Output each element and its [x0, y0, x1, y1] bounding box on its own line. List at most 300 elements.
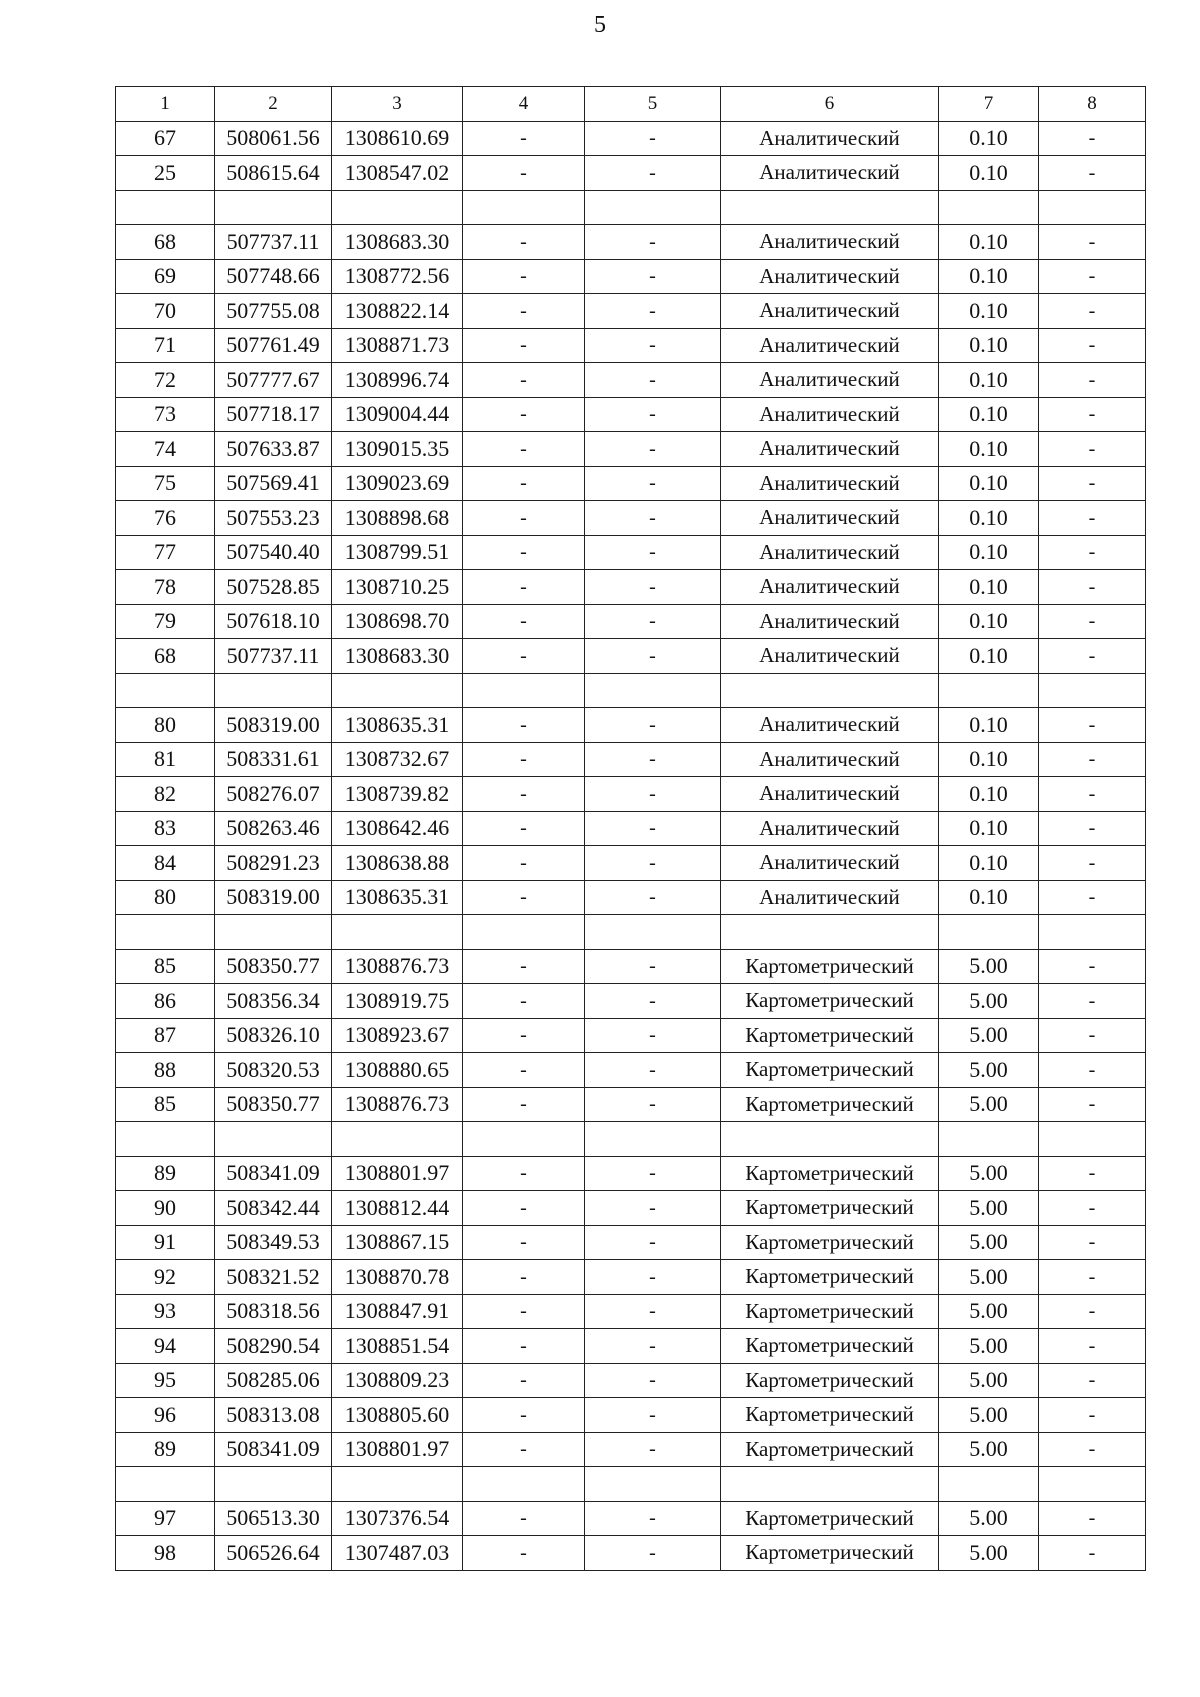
x-coordinate-cell: 508331.61 [215, 742, 332, 777]
accuracy-cell [939, 915, 1039, 950]
x-coordinate-cell [215, 1467, 332, 1502]
col-5-cell: - [585, 1018, 721, 1053]
col-8-cell: - [1039, 1501, 1146, 1536]
point-number-cell: 67 [116, 121, 215, 156]
accuracy-cell: 5.00 [939, 984, 1039, 1019]
col-5-cell: - [585, 156, 721, 191]
col-8-cell: - [1039, 1191, 1146, 1226]
accuracy-cell: 0.10 [939, 294, 1039, 329]
col-4-cell: - [463, 1294, 585, 1329]
x-coordinate-cell: 507569.41 [215, 466, 332, 501]
separator-row [116, 673, 1146, 708]
col-8-cell: - [1039, 1294, 1146, 1329]
col-5-cell: - [585, 397, 721, 432]
accuracy-cell [939, 1122, 1039, 1157]
col-5-cell: - [585, 1087, 721, 1122]
method-cell: Картометрический [721, 949, 939, 984]
x-coordinate-cell: 507737.11 [215, 225, 332, 260]
accuracy-cell: 5.00 [939, 1536, 1039, 1571]
col-4-cell: - [463, 397, 585, 432]
col-8-cell: - [1039, 1398, 1146, 1433]
col-8-cell: - [1039, 501, 1146, 536]
col-5-cell: - [585, 1329, 721, 1364]
x-coordinate-cell: 508319.00 [215, 880, 332, 915]
header-row [116, 87, 1146, 122]
col-4-cell: - [463, 880, 585, 915]
y-coordinate-cell: 1308635.31 [332, 708, 463, 743]
col-5-cell: - [585, 1191, 721, 1226]
method-cell: Аналитический [721, 466, 939, 501]
col-8-cell: - [1039, 1536, 1146, 1571]
table-row [116, 397, 1146, 432]
y-coordinate-cell: 1308683.30 [332, 225, 463, 260]
col-4-cell [463, 190, 585, 225]
point-number-cell: 25 [116, 156, 215, 191]
accuracy-cell: 0.10 [939, 742, 1039, 777]
x-coordinate-cell: 508341.09 [215, 1432, 332, 1467]
col-5-cell: - [585, 121, 721, 156]
col-8-cell: - [1039, 1053, 1146, 1088]
col-4-cell: - [463, 328, 585, 363]
x-coordinate-cell: 507718.17 [215, 397, 332, 432]
col-4-cell: - [463, 1191, 585, 1226]
x-coordinate-cell: 508061.56 [215, 121, 332, 156]
accuracy-cell: 5.00 [939, 1501, 1039, 1536]
point-number-cell: 68 [116, 639, 215, 674]
point-number-cell: 80 [116, 708, 215, 743]
accuracy-cell: 5.00 [939, 1294, 1039, 1329]
col-5-cell: - [585, 639, 721, 674]
col-4-cell: - [463, 846, 585, 881]
x-coordinate-cell: 508291.23 [215, 846, 332, 881]
col-4-cell: - [463, 259, 585, 294]
point-number-cell: 83 [116, 811, 215, 846]
accuracy-cell: 0.10 [939, 501, 1039, 536]
point-number-cell: 94 [116, 1329, 215, 1364]
col-8-cell: - [1039, 639, 1146, 674]
col-4-cell: - [463, 1329, 585, 1364]
point-number-cell: 70 [116, 294, 215, 329]
col-8-cell [1039, 190, 1146, 225]
point-number-cell [116, 673, 215, 708]
table-row [116, 1398, 1146, 1433]
point-number-cell: 72 [116, 363, 215, 398]
table-row [116, 294, 1146, 329]
col-5-cell: - [585, 1501, 721, 1536]
table-row [116, 1018, 1146, 1053]
method-cell: Аналитический [721, 846, 939, 881]
col-5-cell [585, 673, 721, 708]
point-number-cell: 85 [116, 1087, 215, 1122]
y-coordinate-cell: 1308851.54 [332, 1329, 463, 1364]
col-4-cell: - [463, 501, 585, 536]
accuracy-cell [939, 673, 1039, 708]
separator-row [116, 915, 1146, 950]
y-coordinate-cell: 1308739.82 [332, 777, 463, 812]
x-coordinate-cell: 508350.77 [215, 1087, 332, 1122]
method-cell: Аналитический [721, 225, 939, 260]
col-8-cell: - [1039, 1156, 1146, 1191]
method-cell: Аналитический [721, 880, 939, 915]
accuracy-cell: 0.10 [939, 639, 1039, 674]
point-number-cell: 85 [116, 949, 215, 984]
column-header: 8 [1039, 87, 1146, 122]
col-8-cell: - [1039, 777, 1146, 812]
point-number-cell: 80 [116, 880, 215, 915]
col-4-cell [463, 1467, 585, 1502]
table-row [116, 1087, 1146, 1122]
x-coordinate-cell: 508342.44 [215, 1191, 332, 1226]
col-5-cell: - [585, 1260, 721, 1295]
col-4-cell: - [463, 984, 585, 1019]
x-coordinate-cell: 508318.56 [215, 1294, 332, 1329]
y-coordinate-cell: 1308919.75 [332, 984, 463, 1019]
col-4-cell: - [463, 708, 585, 743]
method-cell: Аналитический [721, 363, 939, 398]
col-4-cell: - [463, 1156, 585, 1191]
col-4-cell: - [463, 535, 585, 570]
y-coordinate-cell: 1308876.73 [332, 949, 463, 984]
col-4-cell: - [463, 742, 585, 777]
point-number-cell: 96 [116, 1398, 215, 1433]
point-number-cell: 77 [116, 535, 215, 570]
col-4-cell: - [463, 1363, 585, 1398]
method-cell: Картометрический [721, 1501, 939, 1536]
col-5-cell: - [585, 432, 721, 467]
point-number-cell [116, 1122, 215, 1157]
accuracy-cell: 0.10 [939, 811, 1039, 846]
accuracy-cell: 5.00 [939, 1398, 1039, 1433]
table-row [116, 880, 1146, 915]
point-number-cell: 88 [116, 1053, 215, 1088]
y-coordinate-cell: 1308710.25 [332, 570, 463, 605]
x-coordinate-cell: 507528.85 [215, 570, 332, 605]
table-row [116, 777, 1146, 812]
method-cell: Картометрический [721, 1225, 939, 1260]
table-row [116, 949, 1146, 984]
col-4-cell: - [463, 1225, 585, 1260]
x-coordinate-cell: 507540.40 [215, 535, 332, 570]
accuracy-cell: 0.10 [939, 363, 1039, 398]
col-4-cell: - [463, 1260, 585, 1295]
method-cell: Картометрический [721, 1536, 939, 1571]
point-number-cell: 90 [116, 1191, 215, 1226]
x-coordinate-cell: 508313.08 [215, 1398, 332, 1433]
method-cell [721, 1467, 939, 1502]
table-row [116, 535, 1146, 570]
method-cell: Аналитический [721, 156, 939, 191]
x-coordinate-cell: 508290.54 [215, 1329, 332, 1364]
y-coordinate-cell: 1308801.97 [332, 1432, 463, 1467]
accuracy-cell: 0.10 [939, 328, 1039, 363]
table-row [116, 328, 1146, 363]
x-coordinate-cell [215, 190, 332, 225]
col-8-cell: - [1039, 156, 1146, 191]
point-number-cell: 93 [116, 1294, 215, 1329]
method-cell: Аналитический [721, 604, 939, 639]
col-4-cell: - [463, 121, 585, 156]
accuracy-cell: 0.10 [939, 259, 1039, 294]
method-cell: Картометрический [721, 1053, 939, 1088]
y-coordinate-cell: 1308847.91 [332, 1294, 463, 1329]
method-cell: Аналитический [721, 708, 939, 743]
method-cell: Аналитический [721, 432, 939, 467]
col-8-cell: - [1039, 811, 1146, 846]
col-8-cell [1039, 1122, 1146, 1157]
col-5-cell: - [585, 949, 721, 984]
method-cell: Картометрический [721, 1156, 939, 1191]
method-cell [721, 915, 939, 950]
point-number-cell: 69 [116, 259, 215, 294]
y-coordinate-cell: 1308547.02 [332, 156, 463, 191]
point-number-cell: 95 [116, 1363, 215, 1398]
table-row [116, 156, 1146, 191]
point-number-cell: 68 [116, 225, 215, 260]
col-8-cell: - [1039, 225, 1146, 260]
method-cell: Аналитический [721, 259, 939, 294]
accuracy-cell: 5.00 [939, 1053, 1039, 1088]
method-cell: Картометрический [721, 1087, 939, 1122]
col-8-cell: - [1039, 397, 1146, 432]
y-coordinate-cell [332, 190, 463, 225]
x-coordinate-cell: 507777.67 [215, 363, 332, 398]
col-5-cell: - [585, 570, 721, 605]
y-coordinate-cell: 1308898.68 [332, 501, 463, 536]
col-5-cell [585, 190, 721, 225]
method-cell: Картометрический [721, 984, 939, 1019]
col-8-cell: - [1039, 880, 1146, 915]
col-4-cell: - [463, 1432, 585, 1467]
accuracy-cell [939, 190, 1039, 225]
accuracy-cell: 5.00 [939, 949, 1039, 984]
accuracy-cell: 5.00 [939, 1018, 1039, 1053]
accuracy-cell [939, 1467, 1039, 1502]
col-8-cell: - [1039, 984, 1146, 1019]
col-5-cell: - [585, 466, 721, 501]
table-row [116, 363, 1146, 398]
table-row [116, 1501, 1146, 1536]
accuracy-cell: 5.00 [939, 1260, 1039, 1295]
x-coordinate-cell: 507748.66 [215, 259, 332, 294]
table-row [116, 811, 1146, 846]
col-8-cell: - [1039, 1329, 1146, 1364]
accuracy-cell: 0.10 [939, 225, 1039, 260]
col-4-cell: - [463, 1087, 585, 1122]
col-4-cell: - [463, 363, 585, 398]
accuracy-cell: 0.10 [939, 156, 1039, 191]
point-number-cell: 89 [116, 1432, 215, 1467]
y-coordinate-cell: 1308871.73 [332, 328, 463, 363]
x-coordinate-cell: 508350.77 [215, 949, 332, 984]
table-row [116, 708, 1146, 743]
method-cell: Аналитический [721, 294, 939, 329]
method-cell: Картометрический [721, 1191, 939, 1226]
y-coordinate-cell [332, 915, 463, 950]
point-number-cell: 82 [116, 777, 215, 812]
col-8-cell: - [1039, 742, 1146, 777]
x-coordinate-cell: 507618.10 [215, 604, 332, 639]
method-cell: Картометрический [721, 1398, 939, 1433]
y-coordinate-cell: 1308683.30 [332, 639, 463, 674]
col-8-cell: - [1039, 949, 1146, 984]
x-coordinate-cell [215, 915, 332, 950]
accuracy-cell: 5.00 [939, 1191, 1039, 1226]
x-coordinate-cell: 508276.07 [215, 777, 332, 812]
col-5-cell: - [585, 846, 721, 881]
x-coordinate-cell: 507755.08 [215, 294, 332, 329]
table-row [116, 1191, 1146, 1226]
y-coordinate-cell: 1308642.46 [332, 811, 463, 846]
y-coordinate-cell: 1308610.69 [332, 121, 463, 156]
y-coordinate-cell: 1309004.44 [332, 397, 463, 432]
col-8-cell: - [1039, 121, 1146, 156]
y-coordinate-cell: 1308772.56 [332, 259, 463, 294]
y-coordinate-cell: 1307487.03 [332, 1536, 463, 1571]
method-cell: Аналитический [721, 570, 939, 605]
point-number-cell: 81 [116, 742, 215, 777]
method-cell: Аналитический [721, 811, 939, 846]
method-cell: Картометрический [721, 1363, 939, 1398]
table-row [116, 466, 1146, 501]
col-4-cell: - [463, 225, 585, 260]
x-coordinate-cell: 508321.52 [215, 1260, 332, 1295]
table-row [116, 1225, 1146, 1260]
col-5-cell: - [585, 742, 721, 777]
col-4-cell: - [463, 1053, 585, 1088]
col-8-cell: - [1039, 1260, 1146, 1295]
col-5-cell: - [585, 604, 721, 639]
point-number-cell [116, 915, 215, 950]
column-header: 1 [116, 87, 215, 122]
y-coordinate-cell: 1309023.69 [332, 466, 463, 501]
col-5-cell [585, 1467, 721, 1502]
y-coordinate-cell: 1308732.67 [332, 742, 463, 777]
column-header: 6 [721, 87, 939, 122]
col-5-cell: - [585, 535, 721, 570]
y-coordinate-cell [332, 673, 463, 708]
col-8-cell [1039, 1467, 1146, 1502]
table-row [116, 225, 1146, 260]
accuracy-cell: 0.10 [939, 846, 1039, 881]
col-4-cell: - [463, 1536, 585, 1571]
method-cell: Картометрический [721, 1329, 939, 1364]
table-row [116, 1053, 1146, 1088]
point-number-cell: 98 [116, 1536, 215, 1571]
col-8-cell: - [1039, 466, 1146, 501]
y-coordinate-cell: 1308880.65 [332, 1053, 463, 1088]
col-8-cell: - [1039, 1432, 1146, 1467]
y-coordinate-cell [332, 1122, 463, 1157]
y-coordinate-cell: 1308638.88 [332, 846, 463, 881]
table-row [116, 259, 1146, 294]
point-number-cell: 86 [116, 984, 215, 1019]
accuracy-cell: 5.00 [939, 1432, 1039, 1467]
method-cell [721, 1122, 939, 1157]
page-number: 5 [594, 12, 606, 38]
col-8-cell [1039, 673, 1146, 708]
col-8-cell: - [1039, 1363, 1146, 1398]
x-coordinate-cell: 508263.46 [215, 811, 332, 846]
x-coordinate-cell: 507633.87 [215, 432, 332, 467]
col-4-cell: - [463, 777, 585, 812]
col-8-cell: - [1039, 294, 1146, 329]
coordinates-table [115, 86, 1146, 1571]
col-8-cell: - [1039, 570, 1146, 605]
col-5-cell [585, 915, 721, 950]
method-cell: Картометрический [721, 1260, 939, 1295]
y-coordinate-cell: 1308635.31 [332, 880, 463, 915]
col-8-cell: - [1039, 846, 1146, 881]
table-row [116, 742, 1146, 777]
col-8-cell: - [1039, 1225, 1146, 1260]
col-5-cell: - [585, 777, 721, 812]
point-number-cell: 73 [116, 397, 215, 432]
x-coordinate-cell: 508285.06 [215, 1363, 332, 1398]
accuracy-cell: 0.10 [939, 777, 1039, 812]
x-coordinate-cell: 508349.53 [215, 1225, 332, 1260]
method-cell [721, 673, 939, 708]
col-4-cell: - [463, 811, 585, 846]
method-cell: Картометрический [721, 1432, 939, 1467]
point-number-cell [116, 1467, 215, 1502]
point-number-cell: 76 [116, 501, 215, 536]
y-coordinate-cell: 1309015.35 [332, 432, 463, 467]
y-coordinate-cell: 1307376.54 [332, 1501, 463, 1536]
col-4-cell: - [463, 1501, 585, 1536]
accuracy-cell: 5.00 [939, 1363, 1039, 1398]
method-cell [721, 190, 939, 225]
column-header: 4 [463, 87, 585, 122]
x-coordinate-cell: 508615.64 [215, 156, 332, 191]
point-number-cell: 87 [116, 1018, 215, 1053]
accuracy-cell: 0.10 [939, 397, 1039, 432]
y-coordinate-cell: 1308801.97 [332, 1156, 463, 1191]
accuracy-cell: 5.00 [939, 1156, 1039, 1191]
col-5-cell: - [585, 984, 721, 1019]
point-number-cell: 89 [116, 1156, 215, 1191]
table-row [116, 121, 1146, 156]
method-cell: Картометрический [721, 1294, 939, 1329]
column-header: 7 [939, 87, 1039, 122]
accuracy-cell: 0.10 [939, 604, 1039, 639]
col-5-cell: - [585, 225, 721, 260]
point-number-cell: 75 [116, 466, 215, 501]
table-row [116, 1260, 1146, 1295]
x-coordinate-cell: 507761.49 [215, 328, 332, 363]
col-5-cell: - [585, 1225, 721, 1260]
table-body [116, 87, 1146, 1571]
point-number-cell: 84 [116, 846, 215, 881]
point-number-cell: 74 [116, 432, 215, 467]
x-coordinate-cell: 508356.34 [215, 984, 332, 1019]
table-row [116, 1363, 1146, 1398]
method-cell: Аналитический [721, 121, 939, 156]
table-row [116, 501, 1146, 536]
table-row [116, 1294, 1146, 1329]
col-5-cell: - [585, 363, 721, 398]
col-8-cell [1039, 915, 1146, 950]
accuracy-cell: 0.10 [939, 121, 1039, 156]
accuracy-cell: 5.00 [939, 1329, 1039, 1364]
col-4-cell: - [463, 294, 585, 329]
col-5-cell: - [585, 811, 721, 846]
table-row [116, 1432, 1146, 1467]
separator-row [116, 1122, 1146, 1157]
col-4-cell: - [463, 1398, 585, 1433]
col-5-cell: - [585, 294, 721, 329]
x-coordinate-cell: 508341.09 [215, 1156, 332, 1191]
col-5-cell [585, 1122, 721, 1157]
